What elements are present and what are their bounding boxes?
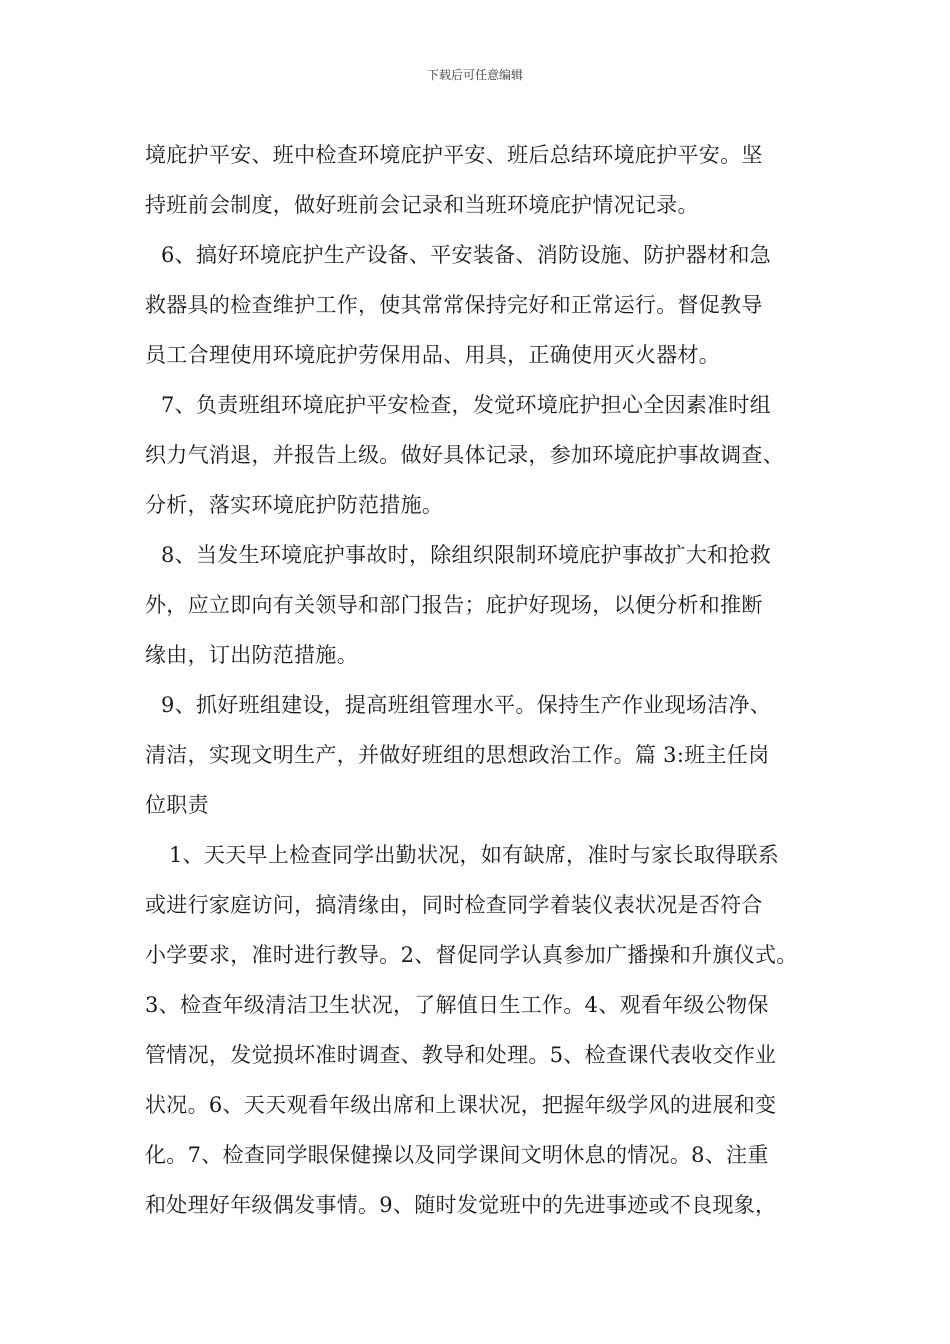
text-line: 小学要求，准时进行教导。2、督促同学认真参加广播操和升旗仪式。	[145, 943, 798, 967]
text-line: 1、天天早上检查同学出勤状况，如有缺席，准时与家长取得联系	[169, 843, 780, 867]
text-line: 8、当发生环境庇护事故时，除组织限制环境庇护事故扩大和抢救	[161, 543, 772, 567]
text-line: 分析，落实环境庇护防范措施。	[145, 493, 444, 517]
document-body	[145, 130, 835, 1230]
text-line: 状况。6、天天观看年级出席和上课状况，把握年级学风的进展和变	[145, 1093, 777, 1117]
text-line: 境庇护平安、班中检查环境庇护平安、班后总结环境庇护平安。坚	[145, 143, 763, 167]
text-line: 外，应立即向有关领导和部门报告；庇护好现场，以便分析和推断	[145, 593, 763, 617]
page-header: 下载后可任意编辑	[426, 68, 523, 82]
text-line: 员工合理使用环境庇护劳保用品、用具，正确使用灭火器材。	[145, 343, 721, 367]
text-line: 化。7、检查同学眼保健操以及同学课间文明休息的情况。8、注重	[145, 1143, 769, 1167]
text-line: 3、检查年级清洁卫生状况，了解值日生工作。4、观看年级公物保	[145, 993, 769, 1017]
text-line: 7、负责班组环境庇护平安检查，发觉环境庇护担心全因素准时组	[161, 393, 772, 417]
text-line: 管情况，发觉损坏准时调查、教导和处理。5、检查课代表收交作业	[145, 1043, 777, 1067]
text-line: 6、搞好环境庇护生产设备、平安装备、消防设施、防护器材和急	[161, 243, 772, 267]
text-line: 9、抓好班组建设，提高班组管理水平。保持生产作业现场洁净、	[161, 693, 772, 717]
text-line: 位职责	[145, 793, 209, 817]
text-line: 救器具的检查维护工作，使其常常保持完好和正常运行。督促教导	[145, 293, 763, 317]
text-line: 或进行家庭访问，搞清缘由，同时检查同学着装仪表状况是否符合	[145, 893, 763, 917]
text-line: 织力气消退，并报告上级。做好具体记录，参加环境庇护事故调查、	[145, 443, 784, 467]
text-line: 缘由，订出防范措施。	[145, 643, 358, 667]
text-line: 和处理好年级偶发事情。9、随时发觉班中的先进事迹或不良现象，	[145, 1193, 777, 1217]
text-line: 清洁，实现文明生产，并做好班组的思想政治工作。篇 3:班主任岗	[145, 743, 770, 767]
text-line: 持班前会制度，做好班前会记录和当班环境庇护情况记录。	[145, 193, 699, 217]
